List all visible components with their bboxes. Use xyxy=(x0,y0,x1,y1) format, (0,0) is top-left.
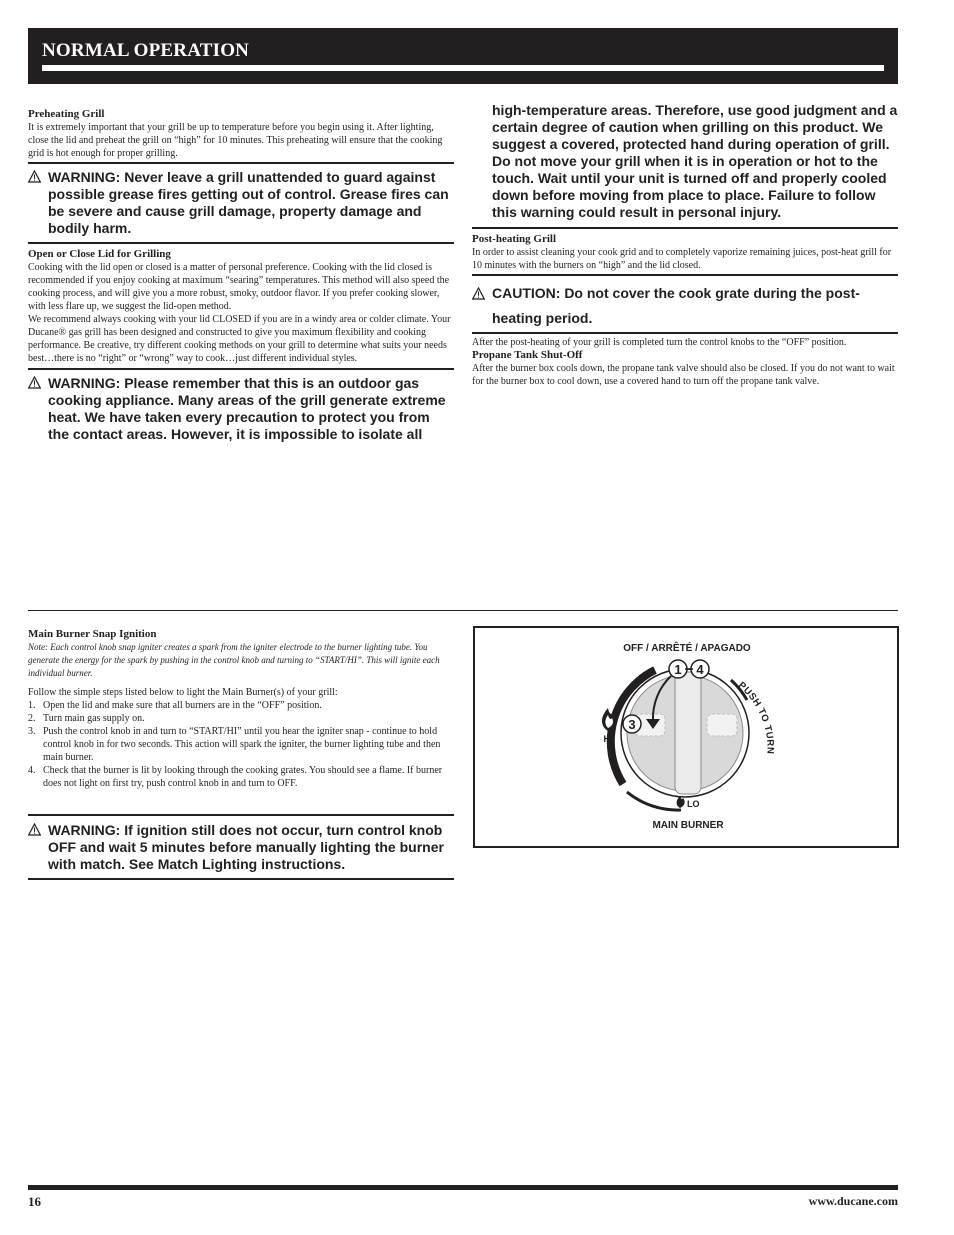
control-knob-diagram xyxy=(473,626,899,848)
propane-body: After the burner box cools down, the propane tank valve should also be closed. If you do not want to wait for the burner box to cool down, use a covered hand to turn off the propane tank valve. xyxy=(472,363,895,387)
preheat-body: It is extremely important that your grill be up to temperature before you begin using it. After lighting, close the lid and preheat the grill on “high” for 10 minutes. This preheating will ensure that the cooking grid is hot enough for proper grilling. xyxy=(28,122,443,159)
lid-heading: Open or Close Lid for Grilling xyxy=(28,248,171,260)
off-label: OFF / ARRÊTÉ / APAGADO xyxy=(623,643,751,654)
footer-rule xyxy=(28,1185,898,1190)
list-item: 3. Push the control knob in and turn to “START/HI” until you hear the igniter snap - continue to hold control knob in for two seconds. This action will spark the igniter, the burner lighting tube and then main burner. xyxy=(28,726,441,763)
svg-text:1: 1 xyxy=(674,662,682,677)
lid-body-1: Cooking with the lid open or closed is a matter of personal preference. Cooking with the lid closed is recommended if you enjoy cooking at maximum “searing” temperatures. This method will also speed the cooking process, and will give you a more robust, smoky, outdoor flavor. If you prefer cooking slower, with less flare up, we suggest the lid-open method. xyxy=(28,262,450,312)
after-postheat-body: After the post-heating of your grill is completed turn the control knobs to the “OFF” position. xyxy=(472,337,847,348)
lid-body-2: We recommend always cooking with your lid CLOSED if you are in a windy area or colder climate. Your Ducane® gas grill has been designed and constructed to give you maximum flexibility and cooking performance. Be creative, try different cooking methods on your grill to determine what suits your needs best…there is no “right” or “wrong” way to cook…just different individual styles. xyxy=(28,314,451,364)
warning-continued xyxy=(472,102,898,221)
warning-bottom-rule xyxy=(28,878,454,880)
caution-bottom-rule xyxy=(472,332,898,334)
page-number: 16 xyxy=(28,1194,41,1209)
ignition-note: Note: Each control knob snap igniter creates a spark from the igniter electrode to the burner lighting tube. You generate the energy for the spark by pushing in the control knob and turning to “START/HI”. This will ignite each individual burner. xyxy=(28,642,440,678)
header-bar xyxy=(28,28,898,84)
list-item: 4. Check that the burner is lit by looking through the cooking grates. You should see a flame. If burner does not light on first try, push control knob in and turn to OFF. xyxy=(28,765,443,789)
warning-top-rule xyxy=(28,814,454,816)
push-to-turn-label: PUSH TO TURN xyxy=(736,679,776,755)
lo-flame-icon xyxy=(677,796,685,808)
caution-cook-grate xyxy=(472,281,898,331)
list-item: 1. Open the lid and make sure that all burners are in the “OFF” position. xyxy=(28,700,322,711)
caution-text: CAUTION: Do not cover the cook grate during the post-heating period. xyxy=(492,285,860,326)
left-column xyxy=(28,106,454,443)
warning-outdoor-appliance xyxy=(28,375,454,443)
list-item: 2. Turn main gas supply on. xyxy=(28,713,145,724)
lo-label: LO xyxy=(687,799,700,809)
caution-top-rule xyxy=(472,274,898,276)
warning-bottom-rule xyxy=(28,242,454,244)
page-title: NORMAL OPERATION xyxy=(42,40,250,61)
ignition-intro: Follow the simple steps listed below to light the Main Burner(s) of your grill: xyxy=(28,687,338,698)
ignition-steps xyxy=(28,699,454,790)
warning-triangle-icon xyxy=(28,376,41,389)
main-burner-label: MAIN BURNER xyxy=(652,820,724,831)
ignition-heading: Main Burner Snap Ignition xyxy=(28,628,157,640)
warning-bottom-rule xyxy=(472,227,898,229)
header-rule xyxy=(42,65,884,71)
warning-text: high-temperature areas. Therefore, use good judgment and a certain degree of caution when grilling on this product. We suggest a covered, protected hand during operation of grill. Do not move your grill when it is in operation or hot to the touch. Wait until your unit is turned off and properly cooled down before moving from place to place. Failure to follow this warning could result in personal injury. xyxy=(492,102,898,220)
hi-label: HI xyxy=(603,734,613,744)
website-link: www.ducane.com xyxy=(808,1194,898,1208)
propane-heading: Propane Tank Shut-Off xyxy=(472,349,583,361)
warning-triangle-icon xyxy=(28,170,41,183)
warning-ignition xyxy=(28,822,454,873)
section-divider xyxy=(28,610,898,611)
warning-grease-fire xyxy=(28,169,454,237)
preheat-heading: Preheating Grill xyxy=(28,108,105,120)
right-column xyxy=(472,102,898,388)
warning-top-rule xyxy=(28,162,454,164)
svg-text:4: 4 xyxy=(696,662,704,677)
knob-window-right xyxy=(707,714,737,736)
warning-top-rule xyxy=(28,368,454,370)
knob-illustration xyxy=(475,628,897,846)
warning-text: WARNING: If ignition still does not occur, turn control knob OFF and wait 5 minutes before manually lighting the burner with match. See Match Lighting instructions. xyxy=(48,822,444,872)
postheat-heading: Post-heating Grill xyxy=(472,233,557,245)
postheat-body: In order to assist cleaning your cook grid and to completely vaporize remaining juices, post-heat grill for 10 minutes with the burners on “high” and the lid closed. xyxy=(472,247,892,271)
warning-triangle-icon xyxy=(28,823,41,836)
svg-text:3: 3 xyxy=(628,717,636,732)
warning-triangle-icon xyxy=(472,287,485,300)
warning-text: WARNING: Please remember that this is an outdoor gas cooking appliance. Many areas of the grill generate extreme heat. We have taken every precaution to protect you from the contact areas. However, it is impossible to isolate all xyxy=(48,375,446,442)
warning-text: WARNING: Never leave a grill unattended to guard against possible grease fires getting out of control. Grease fires can be severe and cause grill damage, property damage and bodily harm. xyxy=(48,169,449,236)
ignition-section xyxy=(28,628,454,880)
knob-grip xyxy=(675,672,701,794)
